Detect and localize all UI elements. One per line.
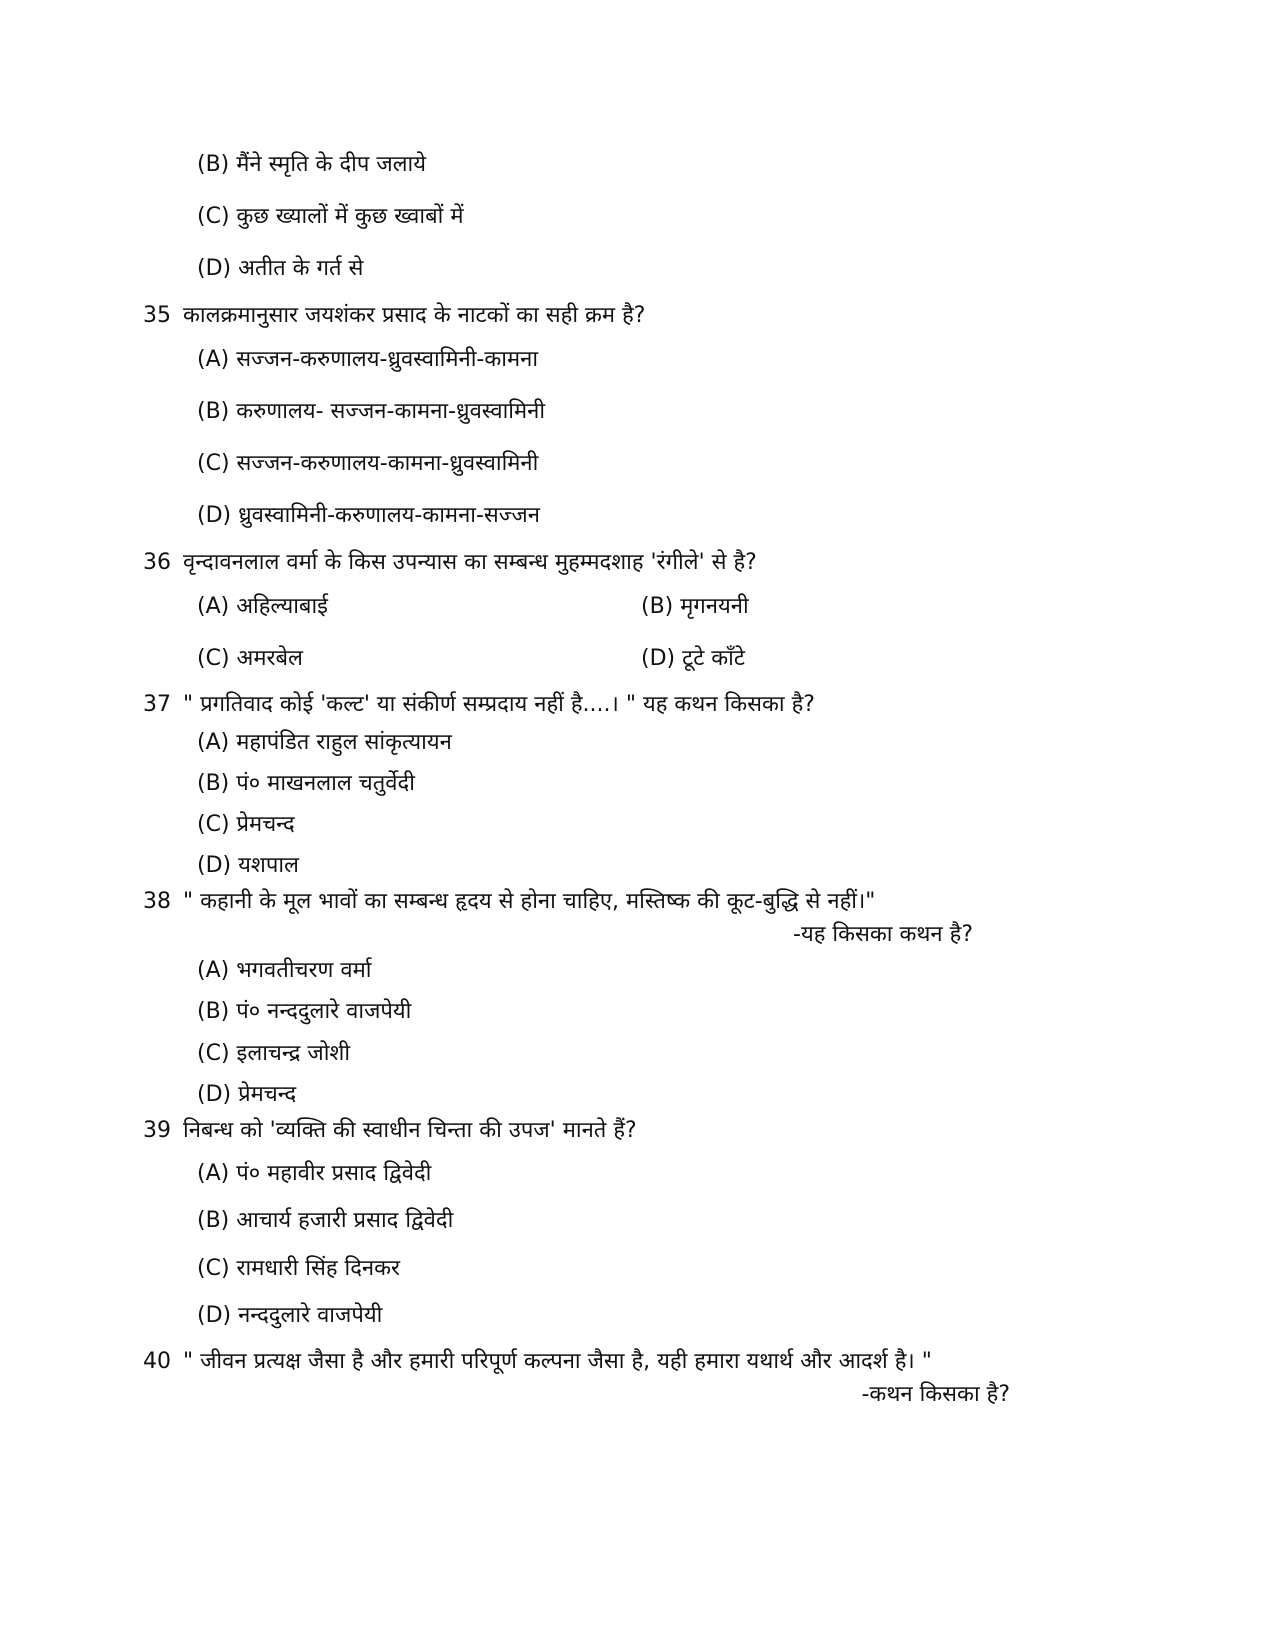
- option-37-d: (D) यशपाल: [197, 853, 299, 878]
- question-38-attribution: -यह किसका कथन है?: [793, 922, 973, 947]
- option-34-b: (B) मैंने स्मृति के दीप जलाये: [197, 152, 427, 177]
- option-34-c: (C) कुछ ख्यालों में कुछ ख्वाबों में: [197, 204, 464, 229]
- option-38-a: (A) भगवतीचरण वर्मा: [197, 958, 372, 983]
- option-35-a: (A) सज्जन-करुणालय-ध्रुवस्वामिनी-कामना: [197, 347, 539, 372]
- option-35-d: (D) ध्रुवस्वामिनी-करुणालय-कामना-सज्जन: [197, 503, 540, 528]
- option-37-a: (A) महापंडित राहुल सांकृत्यायन: [197, 730, 452, 755]
- option-36-a: (A) अहिल्याबाई: [197, 594, 328, 619]
- question-40-text: " जीवन प्रत्यक्ष जैसा है और हमारी परिपूर्ण कल्पना जैसा है, यही हमारा यथार्थ और आदर्श है। ": [183, 1349, 932, 1374]
- question-number: 40: [143, 1349, 171, 1374]
- option-39-b: (B) आचार्य हजारी प्रसाद द्विवेदी: [197, 1208, 454, 1233]
- option-36-c: (C) अमरबेल: [197, 646, 303, 671]
- question-number: 38: [143, 889, 171, 914]
- question-number: 37: [143, 692, 171, 717]
- question-40-attribution: -कथन किसका है?: [861, 1382, 1010, 1407]
- option-34-d: (D) अतीत के गर्त से: [197, 256, 364, 281]
- question-39-text: निबन्ध को 'व्यक्ति की स्वाधीन चिन्ता की उपज' मानते हैं?: [183, 1118, 637, 1143]
- option-39-c: (C) रामधारी सिंह दिनकर: [197, 1256, 401, 1281]
- option-38-b: (B) पं० नन्ददुलारे वाजपेयी: [197, 999, 412, 1024]
- question-number: 39: [143, 1118, 171, 1143]
- option-35-b: (B) करुणालय- सज्जन-कामना-ध्रुवस्वामिनी: [197, 399, 546, 424]
- option-36-d: (D) टूटे काँटे: [641, 646, 745, 671]
- question-number: 35: [143, 303, 171, 328]
- option-38-d: (D) प्रेमचन्द: [197, 1082, 297, 1107]
- option-39-a: (A) पं० महावीर प्रसाद द्विवेदी: [197, 1161, 432, 1186]
- question-37-text: " प्रगतिवाद कोई 'कल्ट' या संकीर्ण सम्प्रदाय नहीं है....। " यह कथन किसका है?: [183, 692, 815, 717]
- question-number: 36: [143, 550, 171, 575]
- option-38-c: (C) इलाचन्द्र जोशी: [197, 1041, 351, 1066]
- option-37-b: (B) पं० माखनलाल चतुर्वेदी: [197, 771, 415, 796]
- option-37-c: (C) प्रेमचन्द: [197, 812, 295, 837]
- option-35-c: (C) सज्जन-करुणालय-कामना-ध्रुवस्वामिनी: [197, 451, 539, 476]
- option-36-b: (B) मृगनयनी: [641, 594, 749, 619]
- question-38-text: " कहानी के मूल भावों का सम्बन्ध हृदय से होना चाहिए, मस्तिष्क की कूट-बुद्धि से नहीं।": [183, 889, 876, 914]
- question-35-text: कालक्रमानुसार जयशंकर प्रसाद के नाटकों का सही क्रम है?: [183, 303, 646, 328]
- option-39-d: (D) नन्ददुलारे वाजपेयी: [197, 1303, 383, 1328]
- question-36-text: वृन्दावनलाल वर्मा के किस उपन्यास का सम्बन्ध मुहम्मदशाह 'रंगीले' से है?: [183, 550, 757, 575]
